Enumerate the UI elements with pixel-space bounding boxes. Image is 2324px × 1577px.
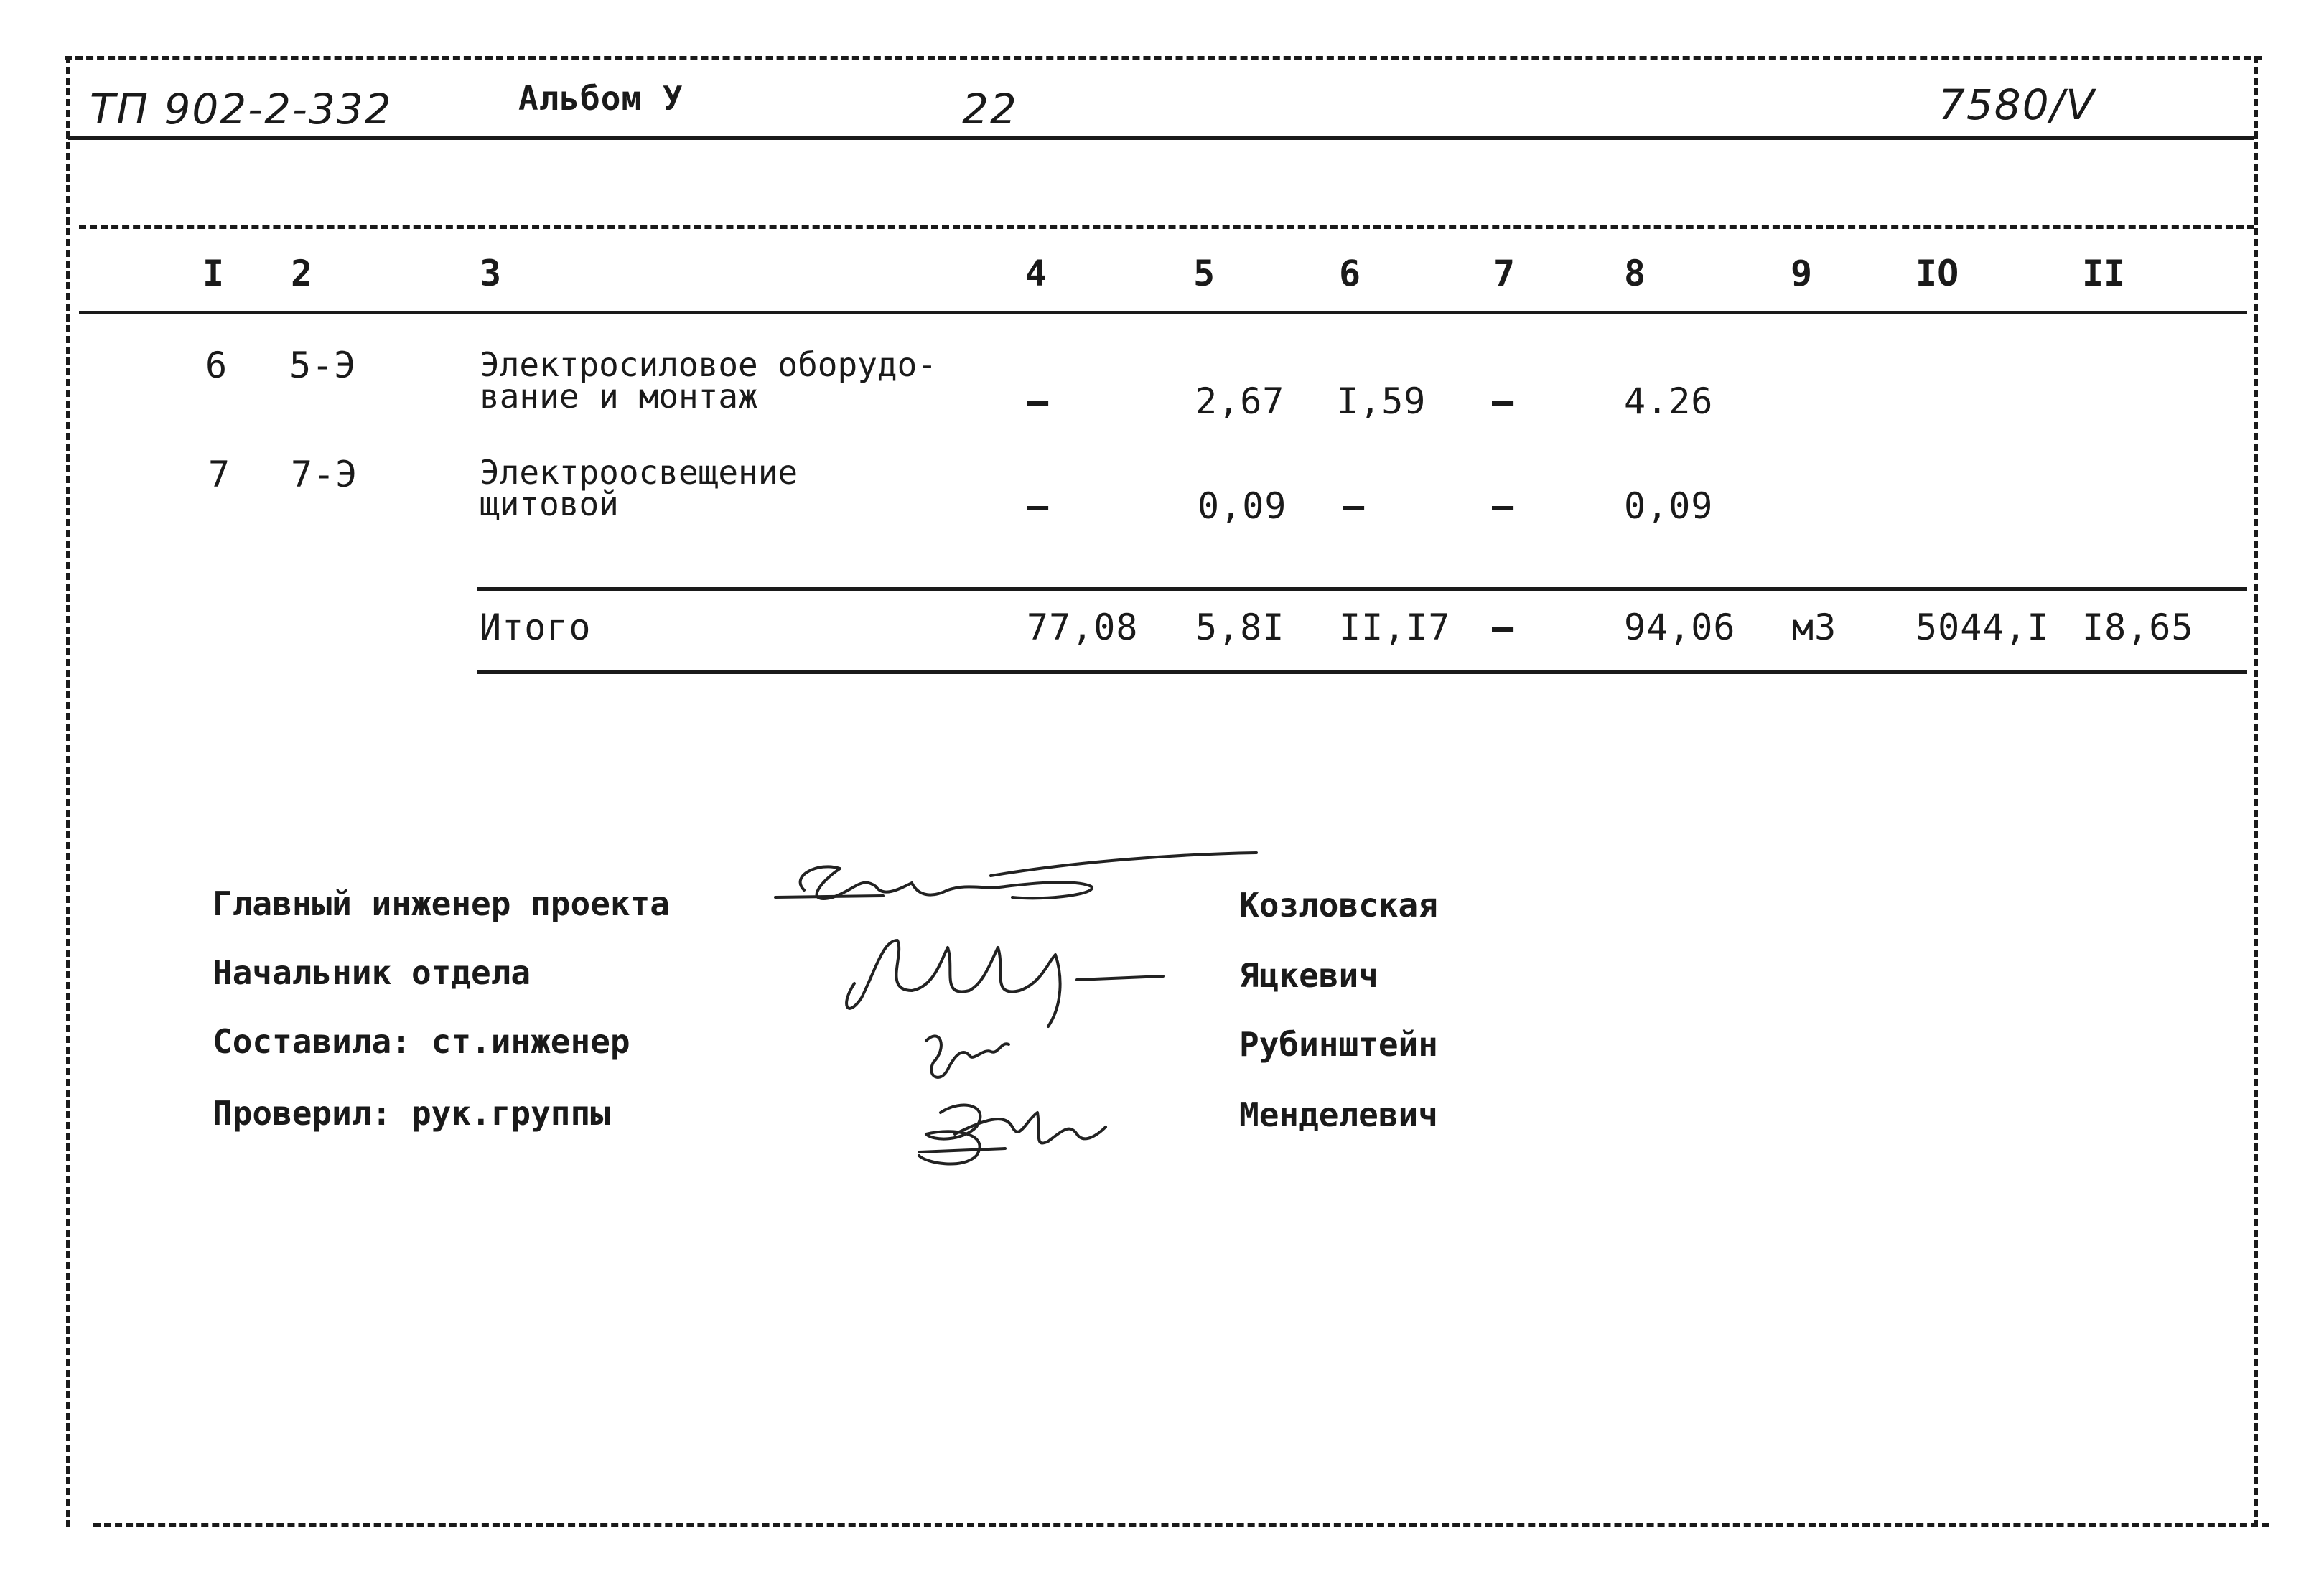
table-header-line [79, 311, 2247, 314]
header-divider [68, 136, 2254, 140]
row-col8: 4.26 [1624, 380, 1714, 422]
col-header-9: 9 [1791, 253, 1813, 294]
total-bottom-line [477, 670, 2247, 674]
col-header-7: 7 [1493, 253, 1516, 294]
inventory-number: 7580/V [1938, 80, 2096, 129]
row-col8: 0,09 [1624, 485, 1714, 527]
col-header-6: 6 [1339, 253, 1361, 294]
col-header-1: I [202, 253, 225, 294]
total-label: Итого [480, 607, 592, 648]
col-header-4: 4 [1025, 253, 1047, 294]
signature-role: Составила: ст.инженер [213, 1022, 630, 1061]
col-header-2: 2 [291, 253, 313, 294]
signature-role: Начальник отдела [213, 953, 531, 992]
total-col5: 5,8I [1195, 607, 1285, 648]
signature-role: Проверил: рук.группы [213, 1094, 610, 1133]
total-col9: м3 [1792, 607, 1837, 648]
total-top-line [477, 587, 2247, 591]
row-col4: – [1027, 380, 1050, 422]
row-number: 7 [208, 454, 231, 495]
signature-name: Яцкевич [1239, 956, 1378, 995]
signature-name: Козловская [1239, 886, 1438, 925]
col-header-8: 8 [1624, 253, 1646, 294]
total-col8: 94,06 [1624, 607, 1736, 648]
frame-left-border [66, 56, 70, 1527]
frame-right-border [2254, 56, 2258, 1527]
row-number: 6 [205, 345, 228, 386]
total-col7: – [1492, 607, 1515, 648]
signature-name: Менделевич [1239, 1095, 1438, 1134]
handwritten-signature-4 [912, 1091, 1127, 1177]
frame-top-border [65, 56, 2262, 60]
album-label: Альбом У [518, 79, 683, 118]
row-code: 7-Э [291, 454, 358, 495]
handwritten-signature-3 [912, 1019, 1027, 1091]
total-col10: 5044,I [1915, 607, 2050, 648]
row-name-line1: Электросиловое оборудо- [480, 345, 937, 384]
col-header-3: 3 [480, 253, 502, 294]
total-col4: 77,08 [1027, 607, 1139, 648]
row-col7: – [1492, 485, 1515, 527]
col-header-5: 5 [1193, 253, 1215, 294]
handwritten-signature-2 [833, 926, 1177, 1034]
page-number: 22 [962, 85, 1018, 134]
total-col11: I8,65 [2082, 607, 2194, 648]
row-col4: – [1027, 485, 1050, 527]
row-col5: 2,67 [1195, 380, 1285, 422]
row-col5: 0,09 [1198, 485, 1287, 527]
row-col6: I,59 [1337, 380, 1427, 422]
row-col7: – [1492, 380, 1515, 422]
row-col6: – [1343, 485, 1366, 527]
signature-role: Главный инженер проекта [213, 884, 670, 923]
signature-name: Рубинштейн [1239, 1025, 1438, 1064]
frame-bottom-border [93, 1523, 2269, 1527]
handwritten-signature-1 [775, 847, 1264, 926]
col-header-10: IO [1915, 253, 1959, 294]
row-name-line1: Электроосвещение [480, 453, 798, 492]
col-header-11: II [2082, 253, 2126, 294]
total-col6: II,I7 [1339, 607, 1451, 648]
table-top-line [79, 225, 2254, 229]
row-name-line2: щитовой [480, 485, 619, 523]
doc-code: ТП 902-2-332 [90, 85, 393, 134]
row-name-line2: вание и монтаж [480, 377, 758, 416]
row-code: 5-Э [289, 345, 357, 386]
